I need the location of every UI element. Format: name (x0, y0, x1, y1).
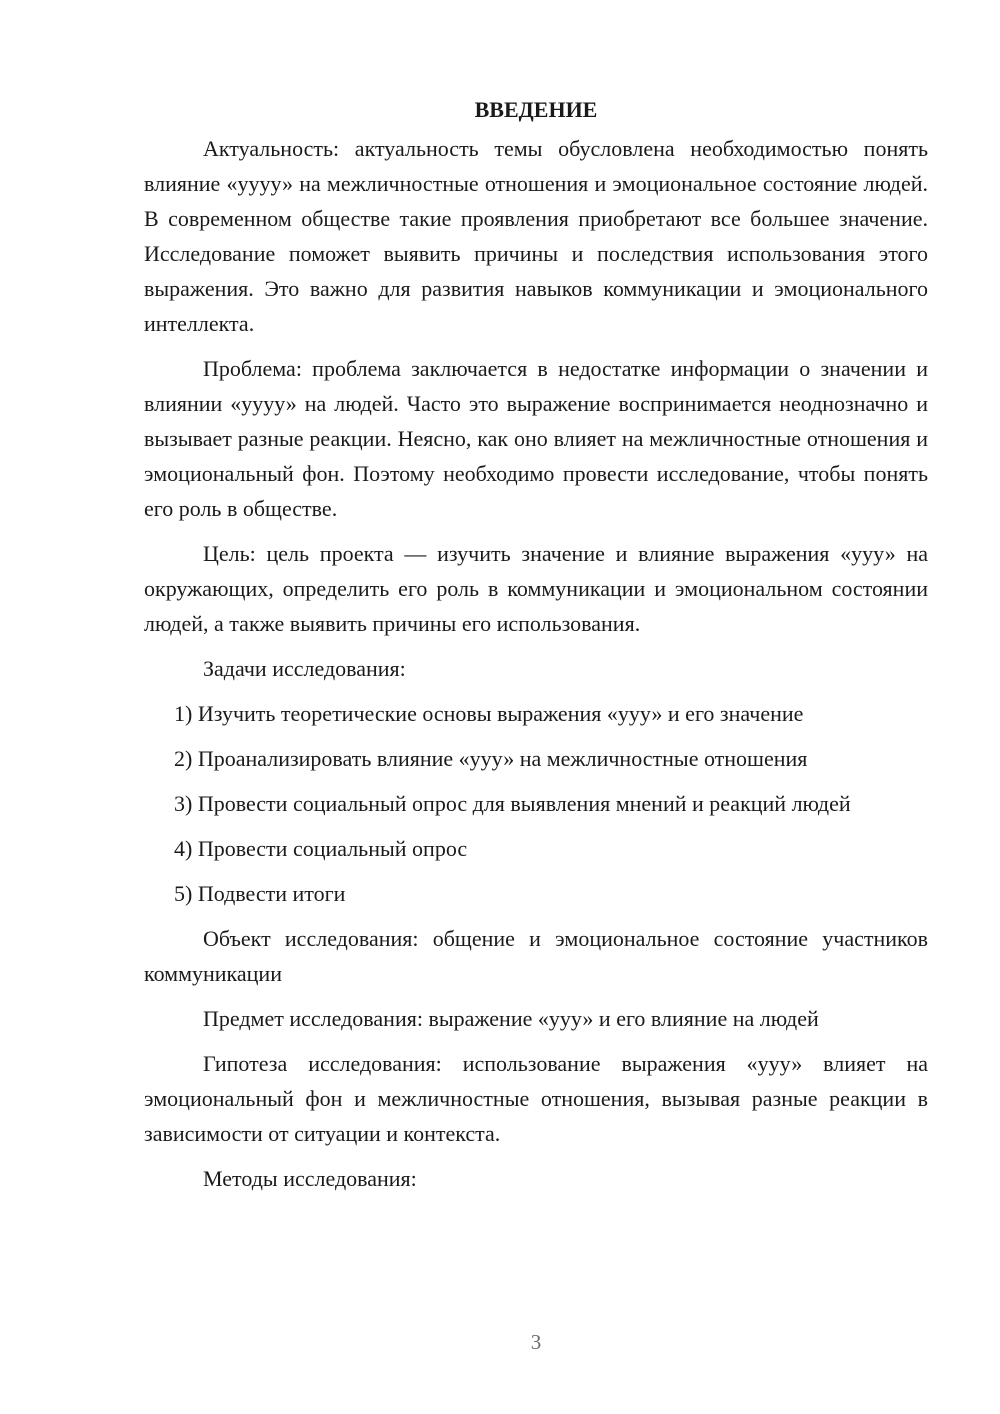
page-number: 3 (530, 1330, 542, 1354)
document-page (144, 92, 928, 1206)
problem-paragraph: Проблема: проблема заключается в недостатке информации о значении и влиянии «уууу» на людей. Часто это выражение воспринимается неоднозначно и вызывает разные реакции. Неясно, как оно влияет на межличностные отношения и эмоциональный фон. Поэтому необходимо провести исследование, чтобы понять его роль в обществе. (144, 356, 928, 521)
object-paragraph: Объект исследования: общение и эмоциональное состояние участников коммуникации (144, 926, 928, 986)
task-item-2: 2) Проанализировать влияние «ууу» на межличностные отношения (174, 746, 808, 771)
task-item-1: 1) Изучить теоретические основы выражения «ууу» и его значение (174, 701, 804, 726)
task-item-5: 5) Подвести итоги (174, 881, 346, 906)
section-title: ВВЕДЕНИЕ (474, 97, 598, 122)
subject-paragraph: Предмет исследования: выражение «ууу» и его влияние на людей (203, 1006, 819, 1031)
hypothesis-paragraph: Гипотеза исследования: использование выражения «ууу» влияет на эмоциональный фон и межличностные отношения, вызывая разные реакции в зависимости от ситуации и контекста. (144, 1051, 928, 1146)
task-item-3: 3) Провести социальный опрос для выявления мнений и реакций людей (174, 791, 851, 816)
methods-heading: Методы исследования: (203, 1166, 417, 1191)
goal-paragraph: Цель: цель проекта — изучить значение и влияние выражения «ууу» на окружающих, определить его роль в коммуникации и эмоциональном состоянии людей, а также выявить причины его использования. (144, 541, 928, 636)
tasks-heading: Задачи исследования: (203, 656, 406, 681)
relevance-paragraph: Актуальность: актуальность темы обусловлена необходимостью понять влияние «уууу» на межличностные отношения и эмоциональное состояние людей. В современном обществе такие проявления приобретают все большее значение. Исследование поможет выявить причины и последствия использования этого выражения. Это важно для развития навыков коммуникации и эмоционального интеллекта. (144, 136, 928, 336)
task-item-4: 4) Провести социальный опрос (174, 836, 468, 861)
